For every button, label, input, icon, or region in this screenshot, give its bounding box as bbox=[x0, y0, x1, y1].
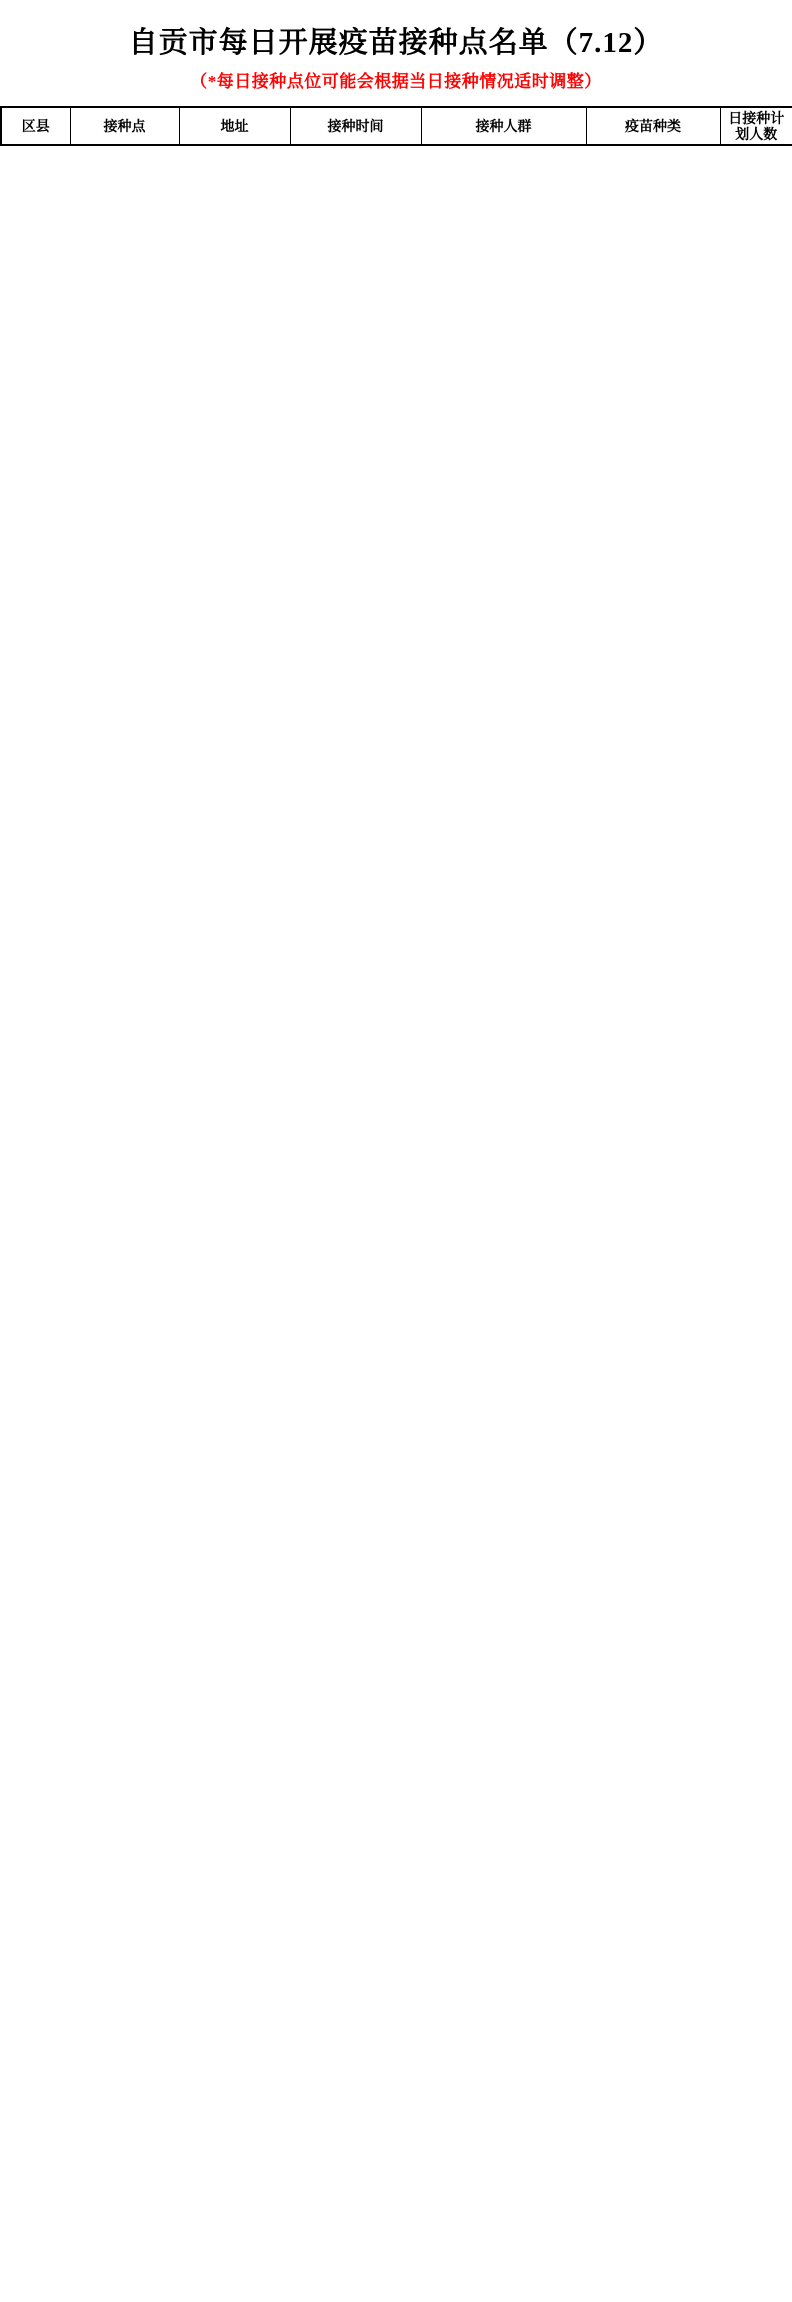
column-header-site: 接种点 bbox=[70, 107, 179, 145]
column-header-district: 区县 bbox=[1, 107, 70, 145]
column-header-vaccine-types: 疫苗种类 bbox=[586, 107, 720, 145]
column-header-address: 地址 bbox=[179, 107, 290, 145]
column-header-time: 接种时间 bbox=[290, 107, 421, 145]
document-page bbox=[0, 0, 792, 146]
vaccination-sites-table bbox=[0, 106, 792, 146]
table-header-row bbox=[1, 107, 792, 145]
column-header-target-group: 接种人群 bbox=[421, 107, 586, 145]
column-header-daily-plan: 日接种计划人数 bbox=[720, 107, 792, 145]
page-subtitle: （*每日接种点位可能会根据当日接种情况适时调整） bbox=[190, 72, 602, 91]
page-title: 自贡市每日开展疫苗接种点名单（7.12） bbox=[128, 27, 664, 59]
